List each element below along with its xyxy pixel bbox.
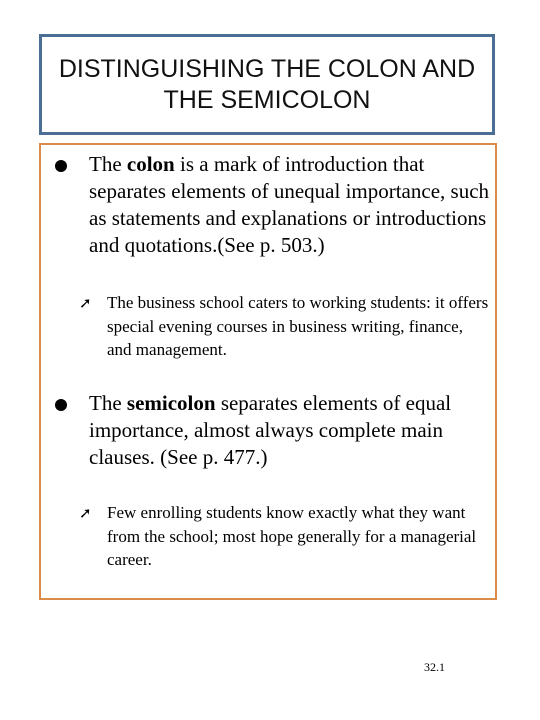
content-box: [39, 143, 497, 600]
slide-title: DISTINGUISHING THE COLON AND THE SEMICOLON: [58, 54, 476, 114]
example-colon: [79, 291, 489, 362]
example-text: The business school caters to working students: it offers special evening courses in business writing, finance, and management.: [107, 293, 489, 359]
bullet-text-post: is a mark of introduction that separates elements of unequal importance, such as statements and explanations or introductions and quotations.(See p. 503.): [89, 152, 490, 257]
bullet-colon: [55, 151, 495, 259]
bullet-text-pre: The: [89, 152, 127, 176]
title-box: [39, 34, 495, 135]
example-text: Few enrolling students know exactly what they want from the school; most hope generally for a managerial career.: [107, 503, 477, 569]
bullet-text-pre: The: [89, 391, 127, 415]
example-semicolon: [79, 501, 489, 572]
page-number: 32.1: [424, 660, 445, 674]
term-semicolon: semicolon: [126, 391, 216, 415]
bullet-text: [89, 390, 495, 471]
arrow-up-right-icon: ➚: [79, 294, 92, 312]
arrow-up-right-icon: ➚: [79, 504, 92, 522]
bullet-semicolon: [55, 390, 495, 471]
bullet-text: [89, 151, 495, 259]
bullet-dot-icon: [55, 399, 67, 411]
bullet-text-post: separates elements of equal importance, almost always complete main clauses. (See p. 477.): [89, 391, 452, 469]
bullet-dot-icon: [55, 160, 67, 172]
term-colon: colon: [126, 152, 175, 176]
